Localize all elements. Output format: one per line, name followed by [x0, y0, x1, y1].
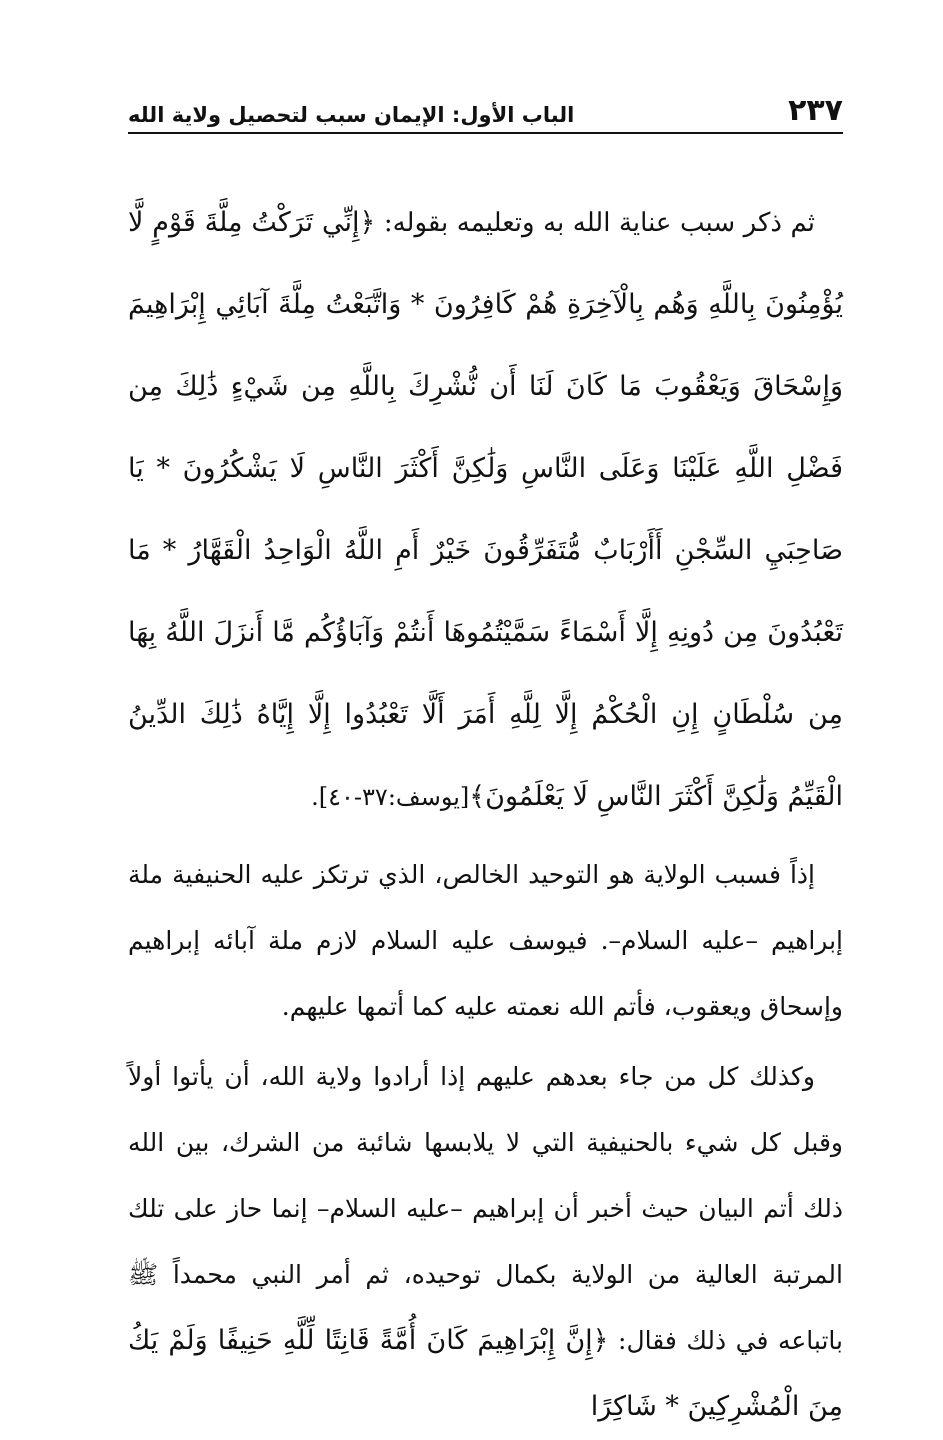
- quran-verse-yusuf: ﴿إِنِّي تَرَكْتُ مِلَّةَ قَوْمٍ لَّا يُؤْمِنُونَ بِاللَّهِ وَهُم بِالْآخِرَةِ هُمْ كَافِرُونَ * وَاتَّبَعْتُ مِلَّةَ آبَائِي إِبْرَاهِيمَ وَإِسْحَاقَ وَيَعْقُوبَ مَا كَانَ لَنَا أَن نُّشْرِكَ بِاللَّهِ مِن شَيْءٍ ذَٰلِكَ مِن فَضْلِ اللَّهِ عَلَيْنَا وَعَلَى النَّاسِ وَلَٰكِنَّ أَكْثَرَ النَّاسِ لَا يَشْكُرُونَ * يَا صَاحِبَيِ السِّجْنِ أَأَرْبَابٌ مُّتَفَرِّقُونَ خَيْرٌ أَمِ اللَّهُ الْوَاحِدُ الْقَهَّارُ * مَا تَعْبُدُونَ مِن دُونِهِ إِلَّا أَسْمَاءً سَمَّيْتُمُوهَا أَنتُمْ وَآبَاؤُكُم مَّا أَنزَلَ اللَّهُ بِهَا مِن سُلْطَانٍ إِنِ الْحُكْمُ إِلَّا لِلَّهِ أَمَرَ أَلَّا تَعْبُدُوا إِلَّا إِيَّاهُ ذَٰلِكَ الدِّينُ الْقَيِّمُ وَلَٰكِنَّ أَكْثَرَ النَّاسِ لَا يَعْلَمُونَ﴾: [128, 207, 843, 812]
- paragraph-hanifiyya-text: وكذلك كل من جاء بعدهم عليهم إذا أرادوا ولاية الله، أن يأتوا أولاً وقبل كل شيء بالحنيفية التي لا يلابسها شائبة من الشرك، بين الله ذلك أتم البيان حيث أخبر أن إبراهيم –عليه السلام– إنما حاز على تلك المرتبة العالية من الولاية بكمال توحيده، ثم أمر النبي محمداً ﷺ باتباعه في ذلك فقال:: [128, 1062, 843, 1355]
- chapter-title: الباب الأول: الإيمان سبب لتحصيل ولاية الله: [128, 103, 575, 127]
- paragraph-intro-text: ثم ذكر سبب عناية الله به وتعليمه بقوله:: [375, 208, 815, 238]
- paragraph-hanifiyya: [128, 1044, 843, 1440]
- page-number: ٢٣٧: [788, 93, 843, 128]
- body-text: [128, 182, 843, 1440]
- paragraph-quran-yusuf: [128, 182, 843, 838]
- verse-reference: [يوسف:٣٧-٤٠].: [311, 783, 470, 811]
- quran-verse-nahl: ﴿إِنَّ إِبْرَاهِيمَ كَانَ أُمَّةً قَانِتًا لِّلَّهِ حَنِيفًا وَلَمْ يَكُ مِنَ الْمُشْرِكِينَ * شَاكِرًا: [128, 1325, 843, 1422]
- page-header: [128, 90, 843, 134]
- paragraph-tawhid: إذاً فسبب الولاية هو التوحيد الخالص، الذي ترتكز عليه الحنيفية ملة إبراهيم –عليه السلام–. فيوسف عليه السلام لازم ملة آبائه إبراهيم وإسحاق ويعقوب، فأتم الله نعمته عليه كما أتمها عليهم.: [128, 860, 843, 1021]
